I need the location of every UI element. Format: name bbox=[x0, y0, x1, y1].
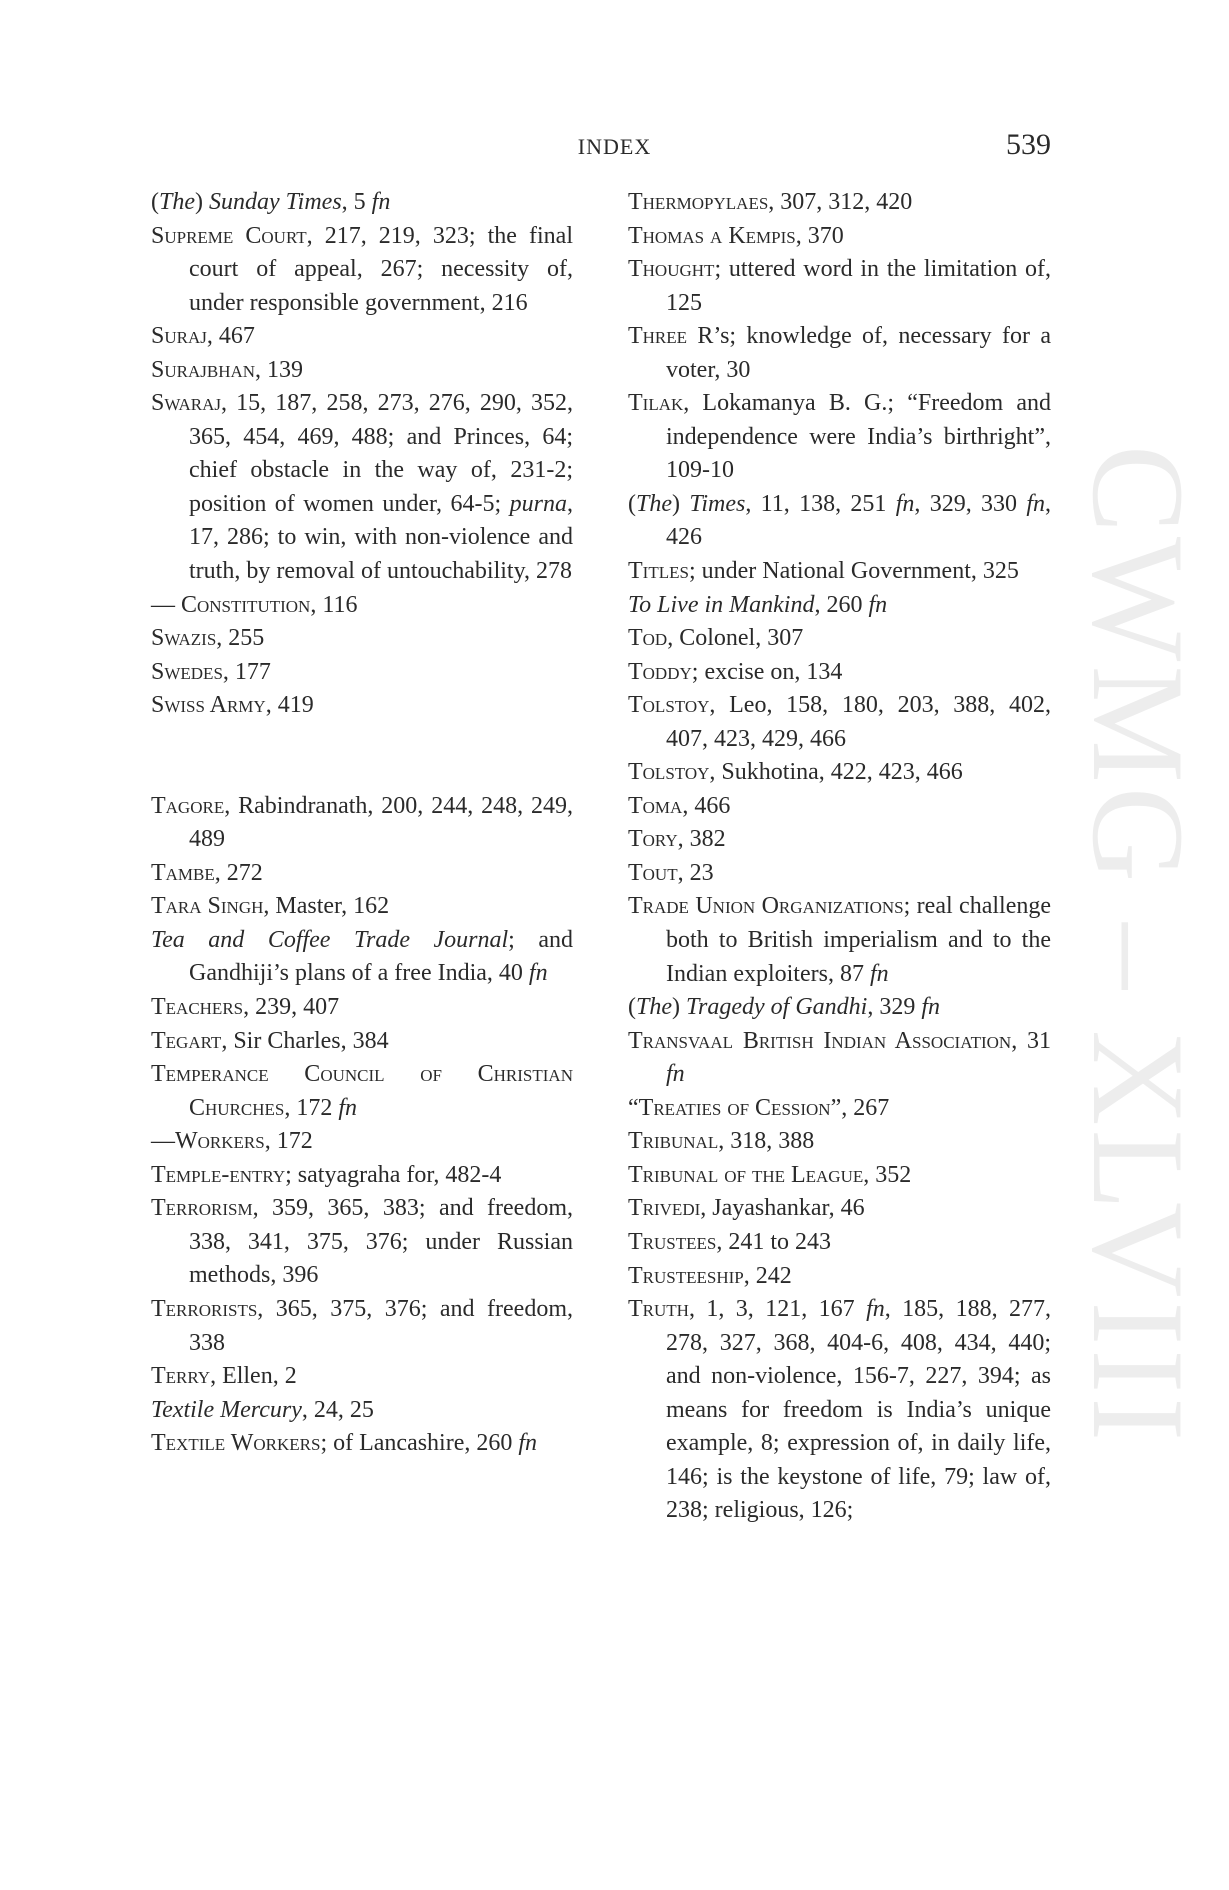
entry-text: , Leo, 158, 180, 203, 388, 402, 407, 423, 429, 466 bbox=[666, 692, 1051, 752]
entry-text: , 116 bbox=[310, 591, 358, 618]
index-entry bbox=[151, 790, 573, 857]
entry-text: Teachers bbox=[151, 994, 244, 1021]
entry-text: , 1, 3, 121, 167 bbox=[688, 1296, 867, 1323]
entry-text: Tambe bbox=[151, 859, 215, 886]
entry-text: , 370 bbox=[795, 222, 844, 249]
index-entry bbox=[628, 991, 1051, 1025]
entry-text: , Jayashankar, 46 bbox=[700, 1195, 865, 1222]
entry-text: Tod bbox=[628, 625, 668, 652]
index-column-left bbox=[151, 186, 573, 1461]
entry-text: fn bbox=[866, 1296, 885, 1323]
index-entry bbox=[151, 1025, 573, 1059]
entry-text: , Sir Charles, 384 bbox=[221, 1027, 389, 1054]
index-entry bbox=[151, 656, 573, 690]
entry-text: ; excise on, 134 bbox=[691, 658, 843, 685]
entry-text: , Ellen, 2 bbox=[210, 1363, 297, 1390]
index-entry bbox=[151, 924, 573, 991]
entry-text: Tory bbox=[628, 826, 678, 853]
entry-text: fn bbox=[1026, 490, 1045, 517]
entry-text: Tegart bbox=[151, 1027, 222, 1054]
entry-text: — bbox=[151, 591, 181, 618]
index-entry bbox=[628, 320, 1051, 387]
entry-text: , 24, 25 bbox=[301, 1396, 374, 1423]
index-entry bbox=[628, 622, 1051, 656]
entry-text: Thomas a Kempis bbox=[628, 222, 796, 249]
entry-text: Tribunal of the League bbox=[628, 1161, 864, 1188]
entry-text: , 329 bbox=[867, 994, 922, 1021]
entry-text: Surajbhan bbox=[151, 356, 256, 383]
index-entry bbox=[628, 555, 1051, 589]
entry-text: Terrorism bbox=[151, 1195, 253, 1222]
entry-text: , 5 bbox=[341, 189, 372, 215]
entry-text: ( bbox=[628, 994, 636, 1021]
entry-text: fn bbox=[338, 1094, 358, 1121]
index-entry bbox=[628, 253, 1051, 320]
entry-text: purna bbox=[509, 490, 567, 517]
entry-text: ; under National Government, 325 bbox=[688, 558, 1019, 585]
index-entry bbox=[628, 656, 1051, 690]
entry-text: ; real challenge both to British imperialism and to the Indian exploiters, 87 bbox=[666, 893, 1051, 987]
entry-text: , 466 bbox=[682, 792, 731, 819]
entry-text: ( bbox=[628, 490, 636, 517]
index-entry bbox=[151, 186, 573, 220]
index-entry bbox=[628, 857, 1051, 891]
index-entry bbox=[151, 991, 573, 1025]
entry-text: Tolstoy bbox=[628, 692, 710, 719]
entry-text: , 11, 138, 251 bbox=[745, 490, 896, 517]
page-number: 539 bbox=[1006, 128, 1051, 161]
index-entry bbox=[628, 1260, 1051, 1294]
entry-text: Trustees bbox=[628, 1228, 717, 1255]
entry-text: fn bbox=[528, 960, 548, 987]
index-entry bbox=[628, 186, 1051, 220]
entry-text: , 23 bbox=[677, 859, 714, 886]
entry-text: , 352 bbox=[863, 1161, 912, 1188]
entry-text: Supreme Court bbox=[151, 222, 307, 249]
entry-text: ”, 267 bbox=[830, 1094, 890, 1121]
entry-text: fn bbox=[518, 1430, 538, 1457]
entry-text: Truth bbox=[628, 1296, 689, 1323]
entry-text: — bbox=[151, 1128, 175, 1155]
entry-text: , 365, 375, 376; and freedom, 338 bbox=[189, 1295, 573, 1356]
entry-text: , 177 bbox=[222, 658, 271, 685]
entry-text: Titles bbox=[628, 558, 689, 585]
index-entry bbox=[628, 1092, 1051, 1126]
index-entry bbox=[628, 1192, 1051, 1226]
index-entry bbox=[151, 1159, 573, 1193]
entry-text: Tribunal bbox=[628, 1128, 719, 1155]
index-entry bbox=[151, 890, 573, 924]
entry-text: Constitution bbox=[181, 591, 311, 618]
index-entry bbox=[151, 1427, 573, 1461]
entry-text: “ bbox=[628, 1094, 639, 1121]
entry-text: Temple-entry bbox=[151, 1161, 286, 1188]
entry-text: Swaraj bbox=[151, 390, 222, 417]
entry-text: Tilak bbox=[628, 390, 684, 417]
entry-text: fn bbox=[666, 1061, 685, 1088]
index-entry bbox=[151, 354, 573, 388]
entry-text: Tagore bbox=[151, 792, 225, 819]
entry-text: , 242 bbox=[743, 1262, 792, 1289]
entry-text: , 239, 407 bbox=[243, 994, 340, 1021]
watermark-text: CWMG – XLVIII bbox=[1065, 444, 1212, 1446]
entry-text: Suraj bbox=[151, 323, 207, 350]
entry-text: Swedes bbox=[151, 658, 223, 685]
entry-text: Thought bbox=[628, 256, 715, 283]
index-entry bbox=[151, 1125, 573, 1159]
index-entry bbox=[151, 857, 573, 891]
index-entry bbox=[151, 1360, 573, 1394]
entry-text: , 217, 219, 323; the final court of appeal, 267; necessity of, under responsible government, 216 bbox=[189, 222, 574, 316]
entry-text: , 359, 365, 383; and freedom, 338, 341, 375, 376; under Russian methods, 396 bbox=[189, 1195, 573, 1289]
entry-text: Toddy bbox=[628, 658, 692, 685]
entry-text: Toma bbox=[628, 792, 683, 819]
entry-text: Trade Union Organizations bbox=[628, 893, 904, 920]
entry-text: ; satyagraha for, 482-4 bbox=[285, 1161, 502, 1188]
entry-text: , 172 bbox=[264, 1128, 313, 1155]
entry-text: , 272 bbox=[214, 859, 263, 886]
entry-text: , 329, 330 bbox=[914, 490, 1027, 517]
entry-text: , 260 bbox=[814, 591, 869, 618]
entry-text: Swiss Army bbox=[151, 692, 266, 719]
entry-text: ; and Gandhiji’s plans of a free India, 40 bbox=[189, 926, 574, 987]
entry-text: Trivedi bbox=[628, 1195, 701, 1222]
index-entry bbox=[628, 220, 1051, 254]
entry-text: Times bbox=[689, 490, 746, 517]
entry-text: , 307, 312, 420 bbox=[768, 189, 913, 215]
running-head: INDEX bbox=[577, 134, 652, 159]
index-entry bbox=[151, 220, 573, 321]
entry-text: , Sukhotina, 422, 423, 466 bbox=[709, 759, 963, 786]
index-entry bbox=[628, 1226, 1051, 1260]
entry-text: Treaties of Cession bbox=[638, 1094, 831, 1121]
index-entry bbox=[628, 387, 1051, 488]
index-entry bbox=[151, 1293, 573, 1360]
entry-text: Swazis bbox=[151, 625, 217, 652]
entry-text: Terry bbox=[151, 1363, 211, 1390]
index-entry bbox=[151, 1058, 573, 1125]
entry-text: Tout bbox=[628, 859, 678, 886]
entry-text: The bbox=[636, 994, 672, 1021]
entry-text: , 185, 188, 277, 278, 327, 368, 404-6, 408, 434, 440; and non-violence, 156-7, 227, 394; as means for freedom is India’s unique example, 8; expression of, in daily life, 146; is the keystone of life, 79; law of, 238; religious, 126; bbox=[666, 1296, 1052, 1524]
entry-text: Trusteeship bbox=[628, 1262, 744, 1289]
entry-text: Workers bbox=[175, 1128, 265, 1155]
entry-text: , 255 bbox=[216, 625, 265, 652]
entry-text: , Rabindranath, 200, 244, 248, 249, 489 bbox=[189, 792, 573, 853]
entry-text: fn bbox=[921, 994, 941, 1021]
index-entry bbox=[628, 1025, 1051, 1092]
entry-text: fn bbox=[869, 960, 889, 987]
section-gap bbox=[151, 723, 573, 790]
entry-text: , 419 bbox=[265, 692, 314, 719]
watermark bbox=[1065, 395, 1212, 1495]
index-entry bbox=[628, 756, 1051, 790]
entry-text: fn bbox=[895, 490, 915, 517]
index-entry bbox=[151, 387, 573, 588]
entry-text: ( bbox=[151, 189, 159, 215]
entry-text: , 172 bbox=[284, 1094, 339, 1121]
index-entry bbox=[628, 1293, 1051, 1528]
entry-text: Tara Singh bbox=[151, 893, 264, 920]
entry-text: fn bbox=[868, 591, 888, 618]
entry-text: , Master, 162 bbox=[263, 893, 390, 920]
entry-text: R’s; knowledge of, necessary for a voter, 30 bbox=[666, 323, 1051, 383]
entry-text: , 241 to 243 bbox=[716, 1228, 832, 1255]
entry-text: To Live in Mankind bbox=[628, 591, 815, 618]
entry-text: , Colonel, 307 bbox=[667, 625, 804, 652]
index-entry bbox=[628, 488, 1051, 555]
entry-text: Textile Mercury bbox=[151, 1396, 302, 1423]
index-entry bbox=[151, 320, 573, 354]
index-entry bbox=[628, 890, 1051, 991]
entry-text: The bbox=[159, 189, 195, 215]
index-entry bbox=[628, 589, 1051, 623]
entry-text: , 318, 388 bbox=[718, 1128, 815, 1155]
entry-text: , 426 bbox=[666, 490, 1051, 551]
entry-text: ; of Lancashire, 260 bbox=[320, 1430, 519, 1457]
index-entry bbox=[628, 689, 1051, 756]
index-entry bbox=[151, 1192, 573, 1293]
entry-text: ; uttered word in the limitation of, 125 bbox=[666, 256, 1051, 316]
index-entry bbox=[151, 1394, 573, 1428]
entry-text: fn bbox=[371, 189, 391, 215]
entry-text: , 31 bbox=[1011, 1027, 1051, 1054]
entry-text: Thermopylaes bbox=[628, 189, 769, 215]
entry-text: Tragedy of Gandhi bbox=[686, 994, 868, 1021]
index-entry bbox=[628, 1159, 1051, 1193]
index-column-right bbox=[628, 186, 1051, 1528]
entry-text: , 382 bbox=[677, 826, 726, 853]
entry-text: , 15, 187, 258, 273, 276, 290, 352, 365, 454, 469, 488; and Princes, 64; chief obstacle in the way of, 231-2; position of women under, 64-5; bbox=[189, 390, 573, 517]
entry-text: Transvaal British Indian Association bbox=[628, 1027, 1012, 1054]
entry-text: Tolstoy bbox=[628, 759, 710, 786]
entry-text: ) bbox=[672, 994, 686, 1021]
entry-text: Tea and Coffee Trade Journal bbox=[151, 926, 509, 953]
entry-text: Temperance Council of Christian Churches bbox=[151, 1061, 573, 1121]
index-entry bbox=[151, 589, 573, 623]
entry-text: Three bbox=[628, 323, 688, 350]
entry-text: The bbox=[636, 490, 672, 517]
index-entry bbox=[151, 622, 573, 656]
index-entry bbox=[628, 1125, 1051, 1159]
entry-text: , Lokamanya B. G.; “Freedom and independence were India’s birthright”, 109-10 bbox=[666, 390, 1051, 484]
entry-text: ) bbox=[195, 189, 209, 215]
index-entry bbox=[628, 823, 1051, 857]
entry-text: , 17, 286; to win, with non-violence and truth, by removal of untouchability, 278 bbox=[189, 490, 573, 585]
entry-text: , 139 bbox=[255, 356, 304, 383]
entry-text: ) bbox=[672, 490, 690, 517]
entry-text: Sunday Times bbox=[209, 189, 342, 215]
index-entry bbox=[628, 790, 1051, 824]
index-entry bbox=[151, 689, 573, 723]
entry-text: Terrorists bbox=[151, 1295, 258, 1322]
entry-text: , 467 bbox=[206, 323, 255, 350]
entry-text: Textile Workers bbox=[151, 1430, 321, 1457]
